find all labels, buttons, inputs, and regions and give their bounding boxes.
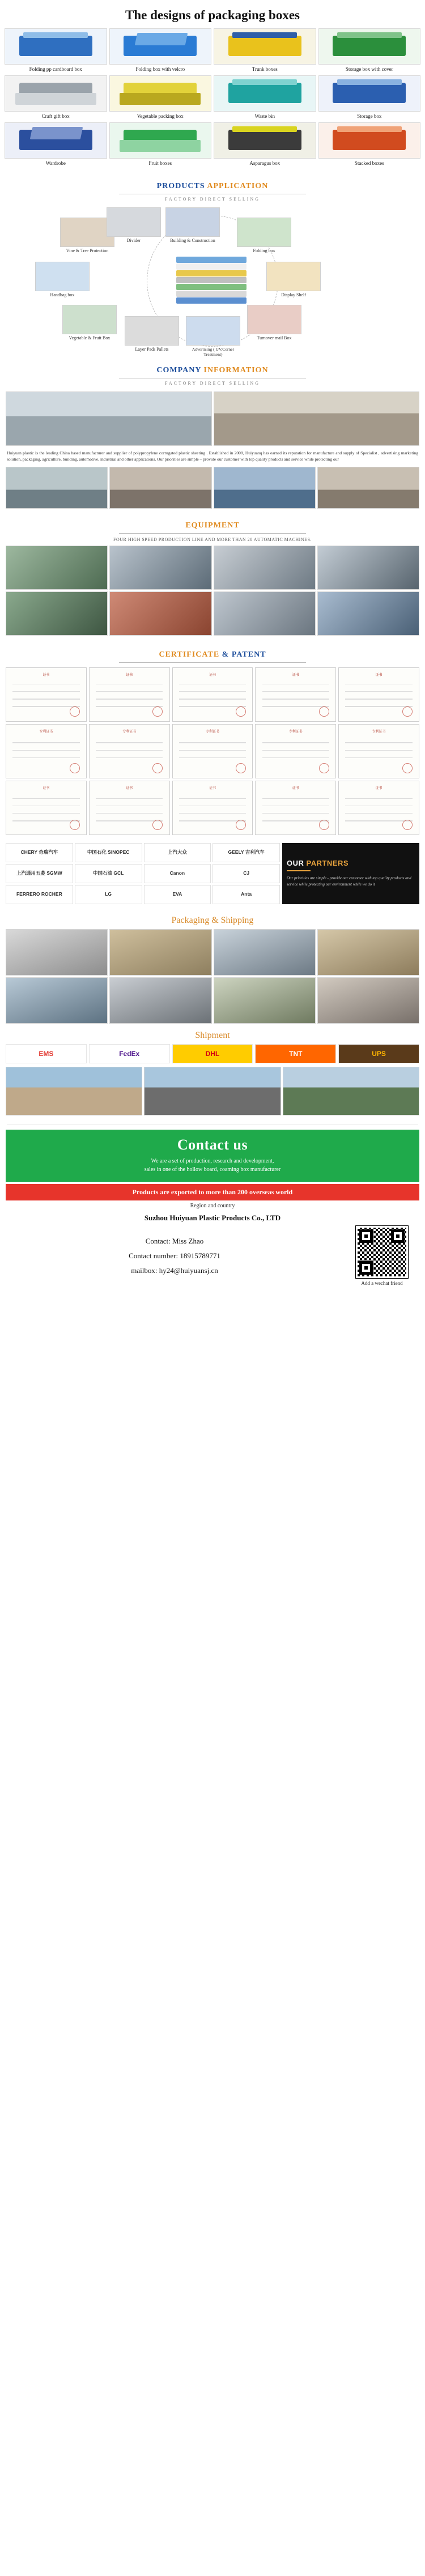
box-design-item [318, 28, 421, 73]
box-design-item [214, 122, 316, 167]
certificate-item: 证书 [255, 667, 336, 722]
partner-logo: 上汽通用五菱 SGMW [6, 864, 73, 883]
packaging-photo [214, 929, 316, 976]
certificate-item: 专利证书 [338, 724, 419, 778]
product-caption: Fruit boxes [148, 160, 172, 166]
application-node: Building & Construction [165, 207, 220, 243]
company-description: Huiyuan plastic is the leading China based manufacturer and supplier of polypropylene corrugated plastic sheeting . Established in 2008, Huiyuanq has earned its reputation for manufacture and supply of Specialist , advertising marketing solution, packaging, agriculture, building, automotive, industrial and other applications. Our priorities are simple – provide our customer with top quality products and service while protecting our [7, 450, 418, 462]
certificate-item: 专利证书 [89, 724, 170, 778]
certificate-item: 证书 [338, 781, 419, 835]
carrier-logo-fedex: FedEx [89, 1044, 170, 1063]
certificate-item: 证书 [255, 781, 336, 835]
equipment-photo [6, 546, 108, 590]
section-subtitle: FACTORY DIRECT SELLING [165, 381, 260, 386]
application-node: Advertising ( UV,Corner Treatment) [186, 316, 240, 357]
qr-section [346, 1226, 418, 1286]
application-node: Handbag box [35, 262, 90, 297]
wechat-qr-code[interactable] [356, 1226, 408, 1278]
box-design-item [5, 122, 107, 167]
certificate-grid [0, 664, 425, 841]
section-title-left: CERTIFICATE [159, 650, 220, 659]
application-node: Layer Pads Pallets [125, 316, 179, 352]
product-image [214, 28, 316, 65]
carrier-logo-tnt: TNT [255, 1044, 336, 1063]
carrier-logo-dhl: DHL [172, 1044, 253, 1063]
application-node: Vegetable & Fruit Box [62, 305, 117, 340]
contact-details [0, 1226, 425, 1292]
partner-logo: CHERY 奇瑞汽车 [6, 843, 73, 862]
team-photo [214, 467, 316, 509]
product-image [318, 28, 421, 65]
partner-logo: 上汽大众 [144, 843, 211, 862]
contact-phone[interactable]: Contact number: 18915789771 [129, 1251, 220, 1260]
application-node: Folding box [237, 218, 291, 253]
product-caption: Waste bin [254, 113, 275, 119]
partner-logo: CJ [212, 864, 280, 883]
team-photo [317, 467, 419, 509]
certificate-item: 证书 [172, 781, 253, 835]
contact-banner [6, 1130, 419, 1182]
partner-logo: FERRERO ROCHER [6, 885, 73, 904]
equipment-photo [6, 591, 108, 636]
company-name: Suzhou Huiyuan Plastic Products Co., LTD [144, 1213, 281, 1222]
product-image [5, 28, 107, 65]
partners-text: Our priorities are simple - provide our customer with top quality products and service while protecting our environment while we do it [287, 875, 411, 887]
product-image [5, 122, 107, 159]
product-image [214, 75, 316, 112]
certificate-item: 证书 [338, 667, 419, 722]
box-design-item [5, 28, 107, 73]
packaging-photo [317, 977, 419, 1024]
section-title-left: PRODUCTS [156, 182, 205, 190]
partners-section [0, 841, 425, 910]
equipment-photo [317, 591, 419, 636]
box-design-item [109, 122, 212, 167]
packaging-photo [109, 977, 211, 1024]
export-banner: Products are exported to more than 200 overseas world [6, 1184, 419, 1200]
accent-line [287, 870, 311, 871]
partner-logo: LG [75, 885, 142, 904]
product-image [5, 75, 107, 112]
box-design-item [109, 75, 212, 120]
factory-photos [0, 387, 425, 446]
shipment-photo [144, 1067, 280, 1115]
partner-logo-grid [6, 843, 280, 904]
box-design-item [214, 28, 316, 73]
product-image [214, 122, 316, 159]
team-photo [109, 467, 211, 509]
partners-heading-first: OUR [287, 858, 307, 867]
packaging-photo [214, 977, 316, 1024]
contact-title: Contact us [177, 1136, 248, 1153]
products-application-header [0, 173, 425, 203]
partners-heading-second: PARTNERS [306, 858, 349, 867]
product-image [318, 122, 421, 159]
certificate-item: 专利证书 [6, 724, 87, 778]
equipment-photo [109, 591, 211, 636]
shipment-photos [0, 1067, 425, 1121]
partner-logo: 中国石油 GCL [75, 864, 142, 883]
application-node: Vine & Tree Protection [60, 218, 114, 253]
packaging-photo [109, 929, 211, 976]
product-caption: Stacked boxes [354, 160, 384, 166]
product-image [318, 75, 421, 112]
product-caption: Wardrobe [45, 160, 66, 166]
factory-photo [214, 391, 420, 446]
team-photo [6, 467, 108, 509]
company-information-header [0, 357, 425, 387]
partner-logo: Canon [144, 864, 211, 883]
box-design-item [5, 75, 107, 120]
certificate-item: 专利证书 [172, 724, 253, 778]
certificate-item: 证书 [6, 781, 87, 835]
product-caption: Vegetable packing box [137, 113, 184, 119]
section-title-right: APPLICATION [207, 182, 269, 190]
application-node: Divider [107, 207, 161, 243]
product-caption: Craft gift box [41, 113, 70, 119]
factory-photo [6, 391, 212, 446]
equipment-photo [317, 546, 419, 590]
section-title-right: INFORMATION [203, 366, 269, 374]
carrier-logo-ems: EMS [6, 1044, 87, 1063]
partners-panel [282, 843, 419, 904]
application-node: Turnover mail Box [247, 305, 301, 340]
divider [119, 662, 306, 663]
box-design-item [318, 75, 421, 120]
equipment-photo [214, 591, 316, 636]
section-title [159, 650, 266, 659]
section-title-left: COMPANY [156, 366, 201, 374]
divider [119, 533, 306, 534]
section-subtitle: FACTORY DIRECT SELLING [165, 197, 260, 202]
qr-caption: Add a wechat friend [361, 1280, 403, 1286]
certificate-item: 证书 [6, 667, 87, 722]
team-photos [0, 467, 425, 512]
product-caption: Folding box with velcro [135, 66, 185, 72]
partners-heading [287, 859, 415, 867]
contact-lines [7, 1234, 342, 1278]
contact-person: Contact: Miss Zhao [145, 1236, 204, 1245]
partner-logo: GEELY 吉利汽车 [212, 843, 280, 862]
product-caption: Trunk boxes [252, 66, 278, 72]
contact-email[interactable]: mailbox: hy24@huiyuansj.cn [131, 1266, 218, 1275]
equipment-photos [0, 546, 425, 641]
product-caption: Storage box with cover [345, 66, 393, 72]
packaging-photos [0, 929, 425, 1024]
product-image [109, 75, 212, 112]
section-title-text: EQUIPMENT [185, 521, 240, 530]
shipment-title: Shipment [195, 1030, 230, 1040]
product-caption: Asparagus box [249, 160, 280, 166]
certificate-item: 证书 [89, 667, 170, 722]
certificate-item: 证书 [172, 667, 253, 722]
section-title [185, 521, 239, 530]
product-caption: Storage box [357, 113, 382, 119]
certificate-header [0, 641, 425, 664]
application-node: Display Shelf [266, 262, 321, 297]
product-image [109, 28, 212, 65]
contact-subtitle [16, 1157, 409, 1174]
box-design-item [214, 75, 316, 120]
packaging-title: Packaging & Shipping [171, 915, 254, 925]
packaging-photo [6, 929, 108, 976]
equipment-photo [214, 546, 316, 590]
packaging-photo [317, 929, 419, 976]
pp-sheet-stack [176, 257, 249, 305]
partner-logo: 中国石化 SINOPEC [75, 843, 142, 862]
page-title: The designs of packaging boxes [125, 8, 300, 22]
partner-logo: Anta [212, 885, 280, 904]
region-label: Region and country [190, 1202, 235, 1209]
contact-subtitle-line2: sales in one of the hollow board, coaming box manufacturer [144, 1166, 281, 1173]
equipment-photo [109, 546, 211, 590]
box-design-item [318, 122, 421, 167]
section-title [157, 182, 269, 191]
box-design-grid [0, 28, 425, 173]
application-diagram [0, 205, 425, 357]
shipment-photo [6, 1067, 142, 1115]
equipment-header [0, 512, 425, 535]
carrier-logos [0, 1044, 425, 1067]
product-caption: Folding pp cardboard box [29, 66, 82, 72]
equipment-subtitle: FOUR HIGH SPEED PRODUCTION LINE AND MORE THAN 20 AUTOMATIC MACHINES. [113, 537, 312, 542]
packaging-photo [6, 977, 108, 1024]
section-title [156, 366, 268, 375]
certificate-item: 专利证书 [255, 724, 336, 778]
partner-logo: EVA [144, 885, 211, 904]
product-image [109, 122, 212, 159]
section-title-right: & PATENT [222, 650, 266, 659]
shipment-photo [283, 1067, 419, 1115]
carrier-logo-ups: UPS [338, 1044, 419, 1063]
certificate-item: 证书 [89, 781, 170, 835]
contact-subtitle-line1: We are a set of production, research and development, [151, 1157, 274, 1164]
box-design-item [109, 28, 212, 73]
